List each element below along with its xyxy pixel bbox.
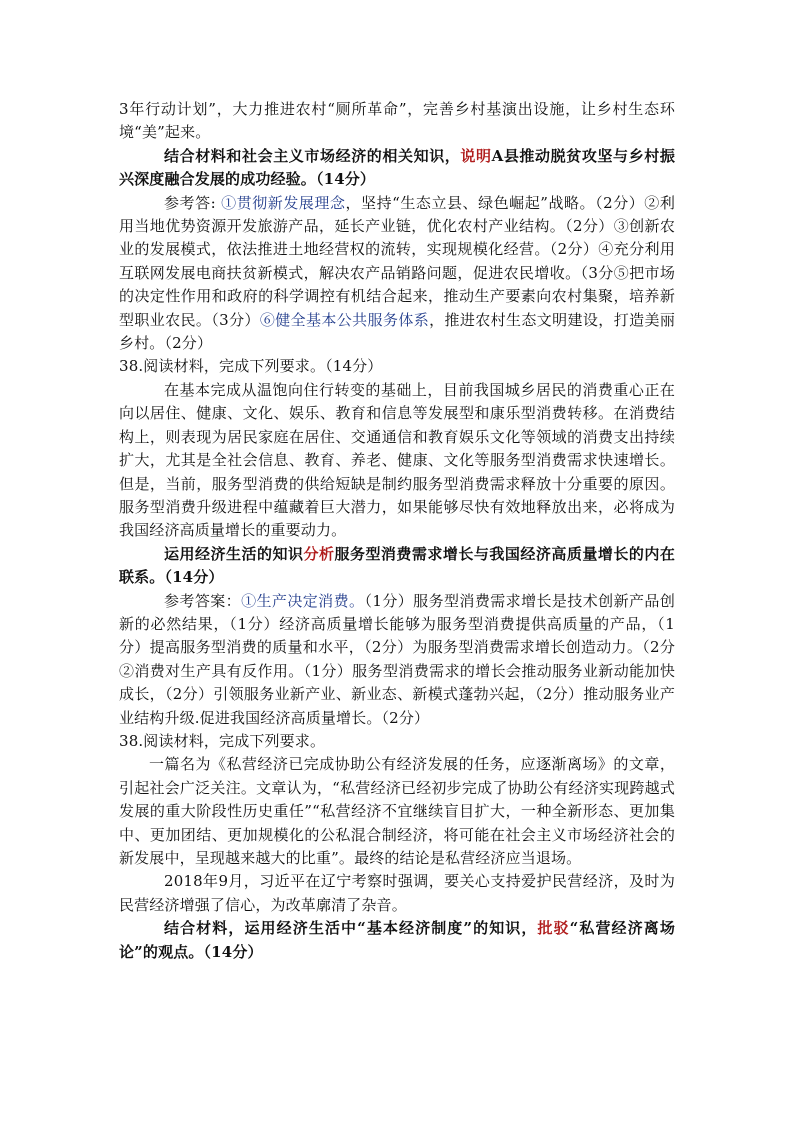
question-text-before: 运用经济生活的知识 [164, 544, 304, 563]
document-page [119, 98, 675, 964]
question-38-heading-1: 38.阅读材料，完成下列要求。（14分） [119, 357, 383, 376]
answer-prefix: 参考答案： [164, 591, 242, 610]
answer-tail: ，推进农村生态文明建设，打造美丽乡村。（2分） [119, 310, 675, 353]
answer-a-county [119, 192, 675, 356]
question-a-county [119, 145, 675, 192]
question-verb: 说明 [460, 146, 492, 165]
answer-body: （1分）服务型消费需求增长是技术创新产品创新的必然结果，（1分）经济高质量增长能够为服务型消费提供高质量的产品，（1分）提高服务型消费的质量和水平，（2分）为服务型消费需求增长创造动力。（2分②消费对生产具有反作用。（1分）服务型消费需求的增长会推动服务业新动能加快成长，（2分）引领服务业新产业、新业态、新模式蓬勃兴起，（2分）推动服务业产业结构升级.促进我国经济高质量增长。（2分） [119, 591, 675, 727]
material-service-consumption: 在基本完成从温饱向住行转变的基础上，目前我国城乡居民的消费重心正在向以居住、健康、文化、娱乐、教育和信息等发展型和康乐型消费转移。在消费结构上，则表现为居民家庭在居住、交通通信和教育娱乐文化等领域的消费支出持续扩大，尤其是全社会信息、教育、养老、健康、文化等服务型消费需求快速增长。但是，当前，服务型消费的供给短缺是制约服务型消费需求释放十分重要的原因。服务型消费升级进程中蕴藏着巨大潜力，如果能够尽快有效地释放出来，必将成为我国经济高质量增长的重要动力。 [119, 380, 675, 540]
question-service-consumption [119, 543, 675, 590]
answer-service-consumption [119, 590, 675, 730]
question-text-before: 结合材料，运用经济生活中“基本经济制度”的知识， [164, 919, 538, 938]
question-38-heading-2: 38.阅读材料，完成下列要求。 [119, 731, 326, 750]
question-text-before: 结合材料和社会主义市场经济的相关知识， [164, 146, 461, 165]
answer-point-1: ①贯彻新发展理念 [221, 193, 346, 212]
answer-point-6: ⑥健全基本公共服务体系 [259, 310, 430, 329]
material-private-economy: 一篇名为《私营经济已完成协助公有经济发展的任务，应逐渐离场》的文章，引起社会广泛关注。文章认为，“私营经济已经初步完成了协助公有经济实现跨越式发展的重大阶段性历史重任”“私营经济不宜继续盲目扩大，一种全新形态、更加集中、更加团结、更加规模化的公私混合制经济，将可能在社会主义市场经济社会的新发展中，呈现越来越大的比重”。最终的结论是私营经济应当退场。 [119, 755, 675, 867]
question-private-economy [119, 917, 675, 964]
answer-body: ，坚持“生态立县、绿色崛起”战略。（2分）②利用当地优势资源开发旅游产品，延长产业链，优化农村产业结构。（2分）③创新农业的发展模式，依法推进土地经营权的流转，实现规模化经营。（2分）④充分利用互联网发展电商扶贫新模式，解决农产品销路问题，促进农民增收。（3分⑤把市场的决定性作用和政府的科学调控有机结合起来，推动生产要素向农村集聚，培养新型职业农民。（3分） [119, 193, 676, 329]
question-verb: 分析 [303, 544, 335, 563]
question-verb: 批驳 [537, 919, 570, 938]
question-text-after: 服务型消费需求增长与我国经济高质量增长的内在联系。（14分） [119, 544, 675, 587]
paragraph-material-end: 3年行动计划”，大力推进农村“厕所革命”，完善乡村基演出设施，让乡村生态环境“美”起来。 [119, 100, 675, 142]
answer-point-1: ①生产决定消费。 [241, 591, 365, 610]
material-xi-speech: 2018年9月，习近平在辽宁考察时强调，要关心支持爱护民营经济，及时为民营经济增强了信心，为改革廓清了杂音。 [119, 872, 675, 914]
question-text-after: A县推动脱贫攻坚与乡村振兴深度融合发展的成功经验。（14分） [119, 146, 675, 189]
question-text-after: “私营经济离场论”的观点。（14分） [119, 919, 675, 961]
answer-prefix: 参考答: [164, 193, 222, 212]
